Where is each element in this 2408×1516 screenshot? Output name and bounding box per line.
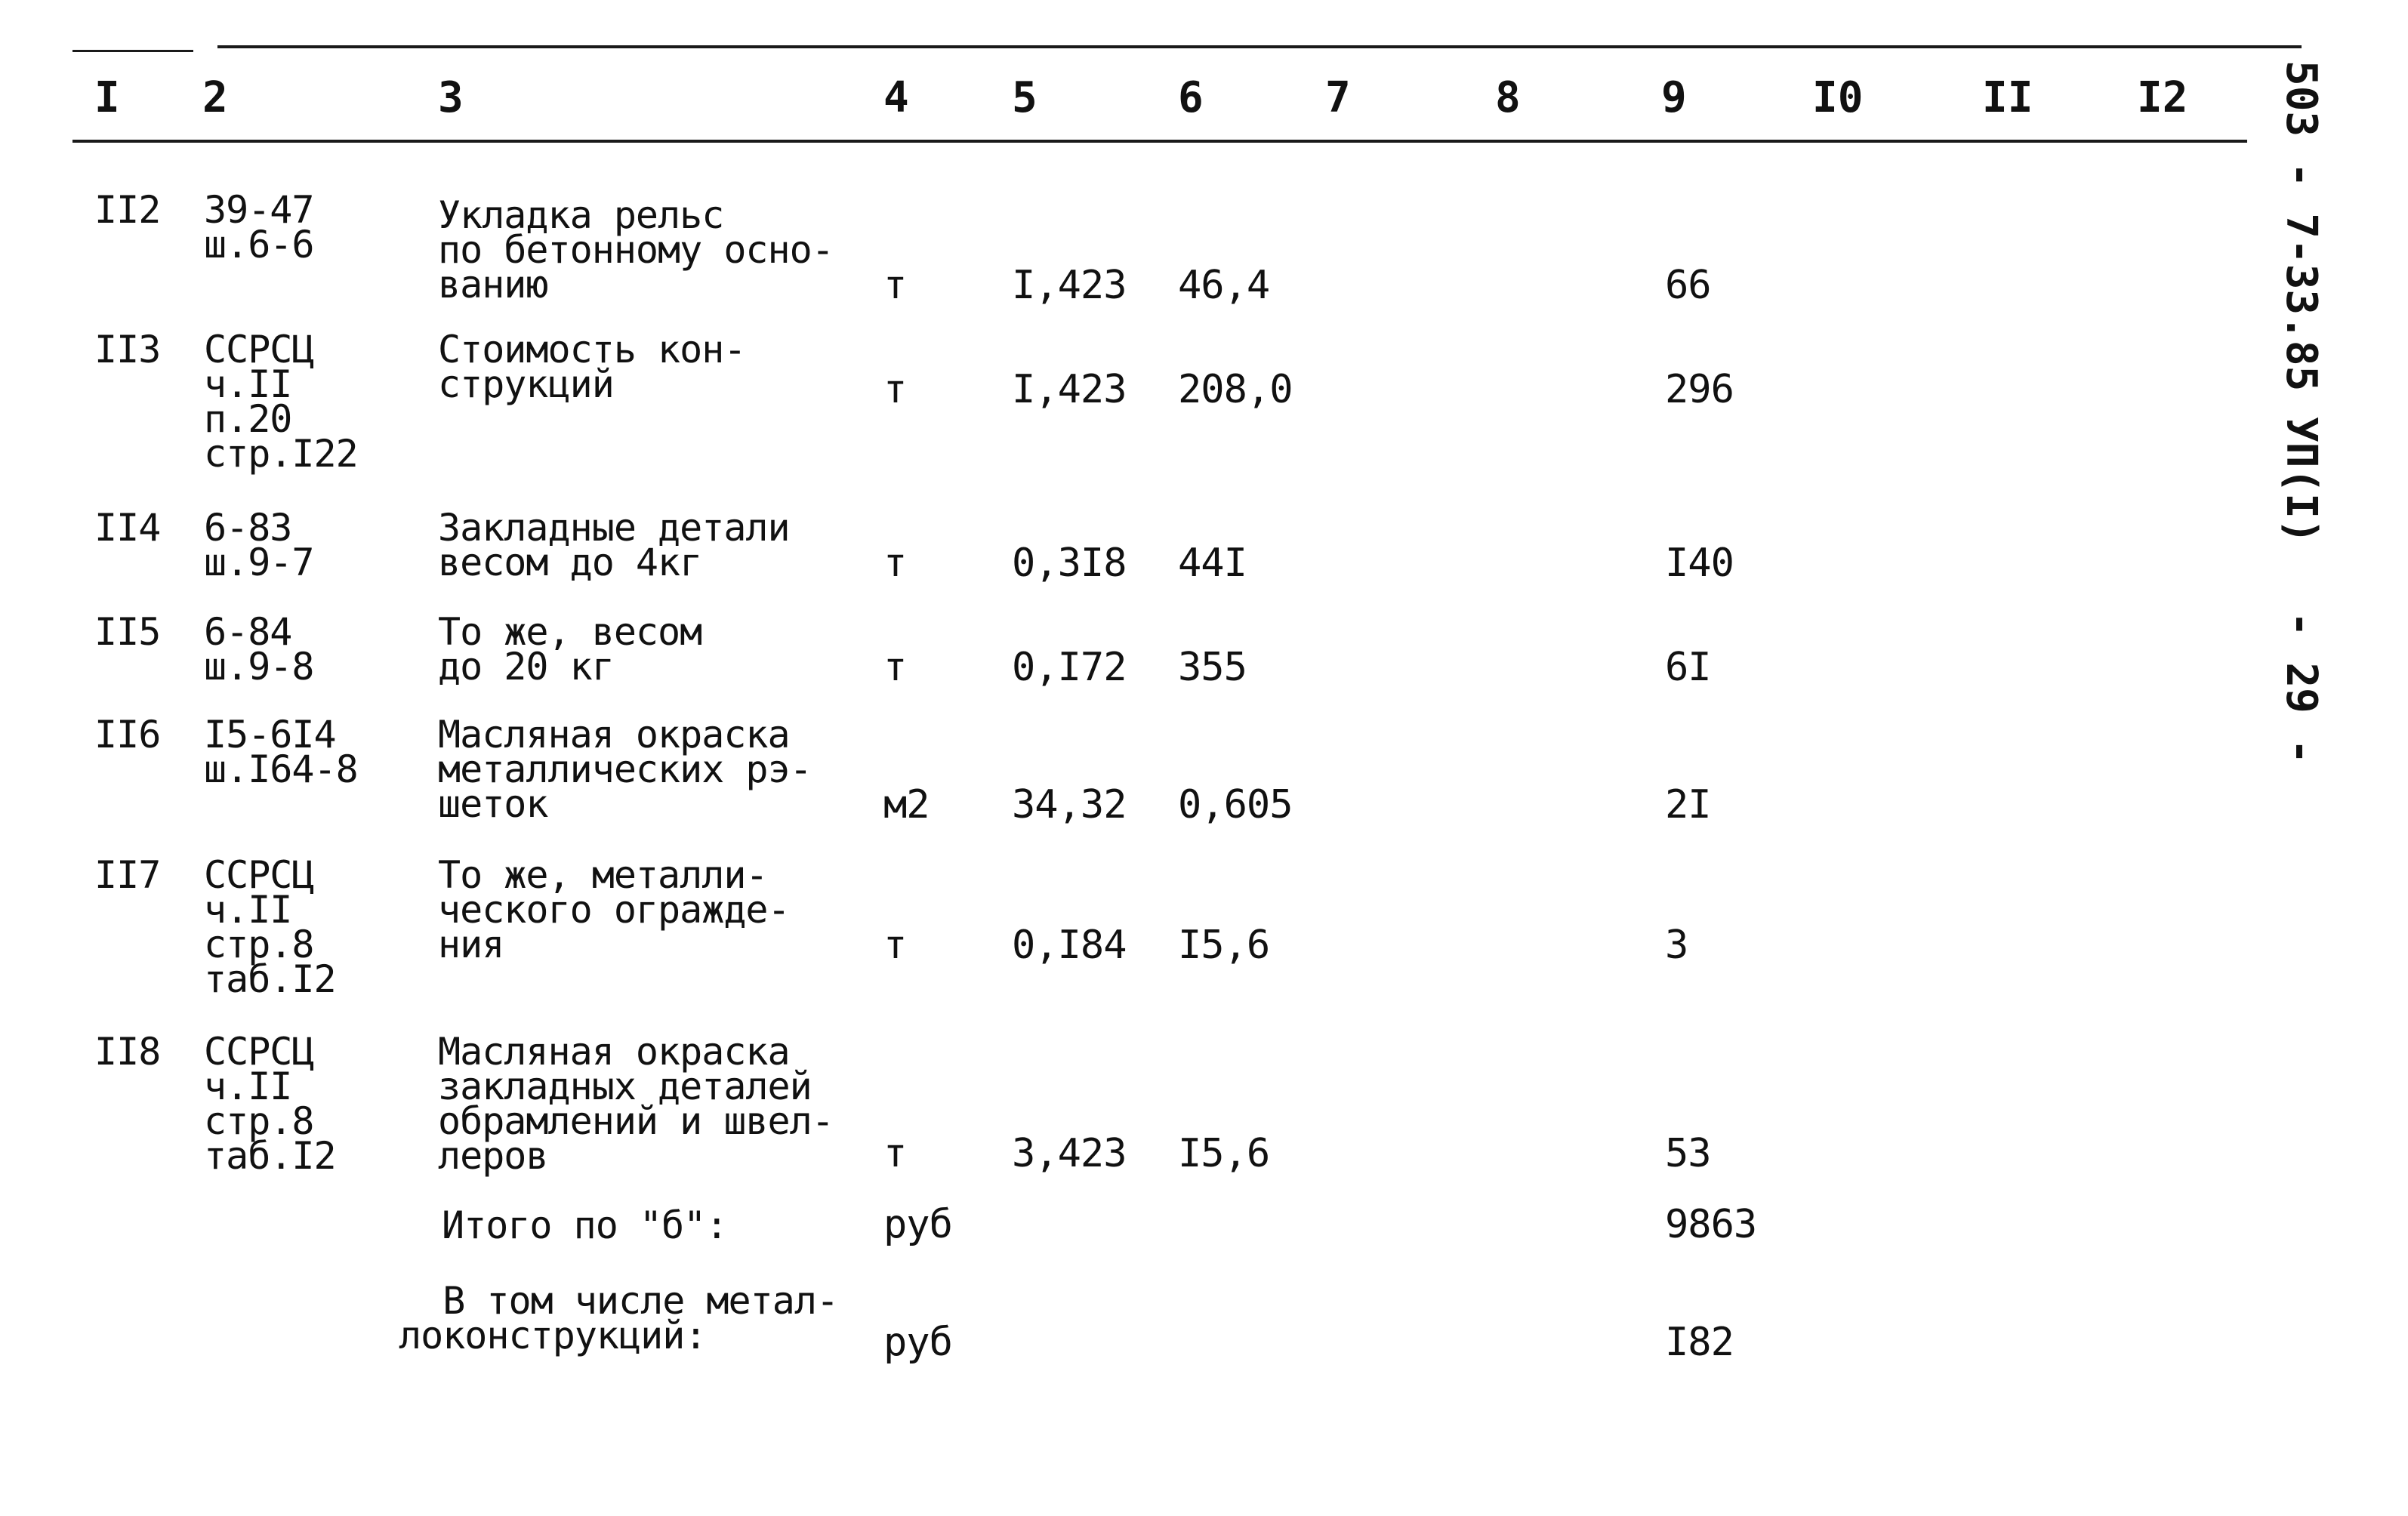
summary-unit: руб	[883, 1320, 952, 1365]
summary-label: В том числе метал- локонструкций:	[399, 1279, 839, 1357]
norm-reference: I5-6I4 ш.I64-8	[204, 713, 358, 791]
column-header-8: 8	[1495, 73, 1521, 122]
unit-price: 355	[1178, 645, 1247, 690]
total-cost: 296	[1665, 367, 1734, 412]
unit: т	[883, 263, 907, 308]
total-cost: I40	[1665, 541, 1734, 586]
work-description: То же, металли- ческого огражде- ния	[438, 853, 790, 966]
column-header-2: 2	[202, 73, 228, 122]
work-description: Масляная окраска металлических рэ- шеток	[438, 713, 812, 826]
work-description: Закладные детали весом до 4кг	[438, 506, 790, 584]
page-number: - 29 -	[2277, 612, 2326, 765]
top-rule-left	[72, 50, 193, 52]
quantity: I,423	[1012, 367, 1127, 412]
summary-total: 9863	[1665, 1202, 1757, 1247]
top-rule	[217, 45, 2302, 48]
unit-price: 46,4	[1178, 263, 1270, 308]
column-header-11: II	[1982, 73, 2033, 122]
unit: т	[883, 541, 907, 586]
row-number: II4	[94, 506, 161, 550]
unit: т	[883, 923, 907, 968]
total-cost: 3	[1665, 923, 1688, 968]
norm-reference: 6-83 ш.9-7	[204, 506, 314, 584]
row-number: II5	[94, 610, 161, 654]
unit: м2	[883, 782, 930, 827]
quantity: 34,32	[1012, 782, 1127, 827]
row-number: II7	[94, 853, 161, 897]
total-cost: 53	[1665, 1131, 1711, 1176]
quantity: 0,I72	[1012, 645, 1127, 690]
work-description: Укладка рельс по бетонному осно- ванию	[438, 193, 834, 307]
unit-price: I5,6	[1178, 923, 1270, 968]
unit: т	[883, 367, 907, 412]
unit: т	[883, 645, 907, 690]
norm-reference: 39-47 ш.6-6	[204, 188, 314, 267]
column-header-7: 7	[1325, 73, 1351, 122]
unit-price: 208,0	[1178, 367, 1293, 412]
quantity: 0,I84	[1012, 923, 1127, 968]
row-number: II6	[94, 713, 161, 756]
header-rule	[72, 140, 2247, 143]
work-description: Масляная окраска закладных деталей обрамлений и швел- леров	[438, 1030, 834, 1178]
column-header-12: I2	[2137, 73, 2188, 122]
quantity: I,423	[1012, 263, 1127, 308]
total-cost: 2I	[1665, 782, 1711, 827]
column-header-10: I0	[1812, 73, 1864, 122]
summary-unit: руб	[883, 1202, 952, 1247]
column-header-1: I	[94, 73, 120, 122]
column-header-6: 6	[1178, 73, 1204, 122]
unit-price: 0,605	[1178, 782, 1293, 827]
column-header-4: 4	[883, 73, 909, 122]
total-cost: 66	[1665, 263, 1711, 308]
norm-reference: ССРСЦ ч.II п.20 стр.I22	[204, 328, 358, 476]
row-number: II2	[94, 188, 161, 232]
column-header-9: 9	[1661, 73, 1687, 122]
unit: т	[883, 1131, 907, 1176]
total-cost: 6I	[1665, 645, 1711, 690]
work-description: Стоимость кон- струкций	[438, 328, 746, 406]
row-number: II3	[94, 328, 161, 371]
row-number: II8	[94, 1030, 161, 1074]
norm-reference: ССРСЦ ч.II стр.8 таб.I2	[204, 1030, 336, 1178]
unit-price: I5,6	[1178, 1131, 1270, 1176]
norm-reference: ССРСЦ ч.II стр.8 таб.I2	[204, 853, 336, 1001]
column-header-5: 5	[1012, 73, 1038, 122]
column-header-3: 3	[438, 73, 464, 122]
summary-total: I82	[1665, 1320, 1734, 1365]
norm-reference: 6-84 ш.9-8	[204, 610, 314, 689]
summary-label: Итого по "б":	[442, 1203, 728, 1247]
unit-price: 44I	[1178, 541, 1247, 586]
quantity: 3,423	[1012, 1131, 1127, 1176]
document-code: 503 - 7-33.85 УП(I)	[2277, 60, 2326, 544]
work-description: То же, весом до 20 кг	[438, 610, 702, 689]
quantity: 0,3I8	[1012, 541, 1127, 586]
